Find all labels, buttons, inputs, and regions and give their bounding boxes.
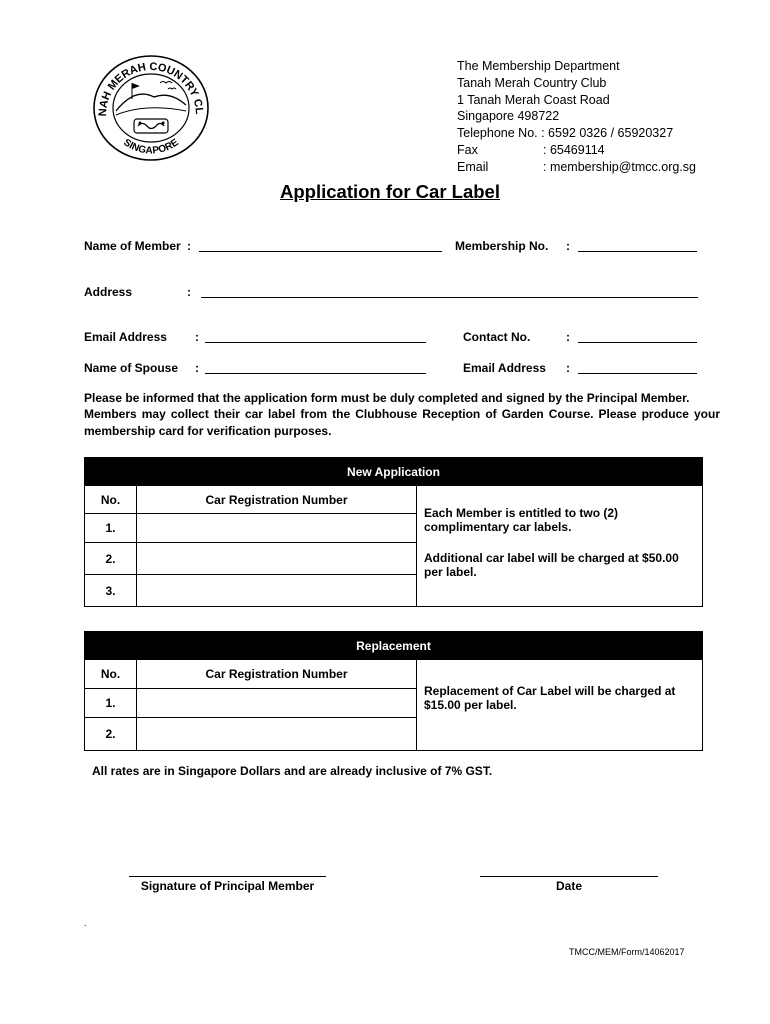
- membership-no-field[interactable]: [578, 251, 697, 252]
- form-number: TMCC/MEM/Form/14062017: [569, 947, 685, 957]
- address-block: [457, 58, 696, 176]
- signature-line[interactable]: [129, 876, 326, 877]
- gst-note: All rates are in Singapore Dollars and are already inclusive of 7% GST.: [92, 764, 493, 778]
- contact-no-label: Contact No.: [463, 330, 531, 344]
- notice-paragraph: [84, 390, 720, 439]
- name-of-spouse-label: Name of Spouse: [84, 361, 179, 375]
- email-label: Email: [457, 159, 489, 174]
- email-address-field[interactable]: [205, 342, 426, 343]
- col-reg-header: Car Registration Number: [137, 660, 417, 689]
- name-of-member-field[interactable]: [199, 251, 442, 252]
- fax-row: [457, 142, 696, 159]
- address-label: Address: [84, 285, 133, 299]
- address-line-3: 1 Tanah Merah Coast Road: [457, 92, 610, 107]
- replacement-registration-input-1[interactable]: [137, 689, 417, 718]
- colon: :: [566, 239, 570, 253]
- spouse-email-address-label: Email Address: [463, 361, 546, 375]
- notice-line-3: membership card for verification purposes.: [84, 423, 332, 438]
- page-title: Application for Car Label: [280, 181, 500, 202]
- address-field[interactable]: [201, 297, 698, 298]
- replacement-registration-input-2[interactable]: [137, 718, 417, 751]
- car-registration-input-2[interactable]: [137, 543, 417, 575]
- telephone: Telephone No. : 6592 0326 / 65920327: [457, 126, 674, 141]
- colon: :: [195, 361, 199, 375]
- fax-value: : 65469114: [543, 142, 605, 157]
- name-of-spouse-field[interactable]: [205, 373, 426, 374]
- info-replacement-charge: Replacement of Car Label will be charged at $15.00 per label.: [424, 684, 676, 712]
- car-registration-input-1[interactable]: [137, 514, 417, 543]
- svg-text:TANAH MERAH COUNTRY CLUB: [90, 53, 205, 117]
- notice-line-1: Please be informed that the application form must be duly completed and signed by the Principal Member.: [84, 391, 690, 405]
- row-number: 2.: [85, 543, 137, 575]
- col-no-header: No.: [85, 486, 137, 514]
- date-label: Date: [555, 879, 582, 893]
- colon: :: [566, 361, 570, 375]
- spouse-email-address-field[interactable]: [578, 373, 697, 374]
- club-logo: [90, 53, 212, 163]
- row-number: 3.: [85, 575, 137, 607]
- name-of-member-label: Name of Member: [84, 239, 181, 253]
- membership-no-label: Membership No.: [455, 239, 549, 253]
- date-line[interactable]: [480, 876, 658, 877]
- address-line-2: Tanah Merah Country Club: [457, 75, 607, 90]
- footer-dot: .: [84, 918, 87, 928]
- new-application-info: [417, 486, 703, 607]
- row-number: 2.: [85, 718, 137, 751]
- info-additional: Additional car label will be charged at $50.00 per label.: [424, 551, 679, 579]
- replacement-info: [417, 660, 703, 751]
- logo-text-bottom: SINGAPORE: [121, 137, 181, 157]
- email-row: [457, 159, 696, 176]
- new-application-header: New Application: [85, 458, 703, 486]
- row-number: 1.: [85, 689, 137, 718]
- signature-label: Signature of Principal Member: [140, 879, 315, 893]
- svg-text:SINGAPORE: [121, 137, 181, 157]
- contact-no-field[interactable]: [578, 342, 697, 343]
- colon: :: [566, 330, 570, 344]
- notice-line-2: Members may collect their car label from the Clubhouse Reception of Garden Course. Please produce your: [84, 407, 720, 422]
- email-address-label: Email Address: [84, 330, 167, 344]
- address-line-4: Singapore 498722: [457, 109, 560, 124]
- info-complimentary: Each Member is entitled to two (2) complimentary car labels.: [424, 506, 619, 534]
- colon: :: [195, 330, 199, 344]
- replacement-table: [84, 631, 703, 751]
- car-registration-input-3[interactable]: [137, 575, 417, 607]
- replacement-header: Replacement: [85, 632, 703, 660]
- fax-label: Fax: [457, 142, 478, 157]
- col-reg-header: Car Registration Number: [137, 486, 417, 514]
- colon: :: [187, 285, 191, 299]
- address-line-1: The Membership Department: [457, 59, 620, 73]
- col-no-header: No.: [85, 660, 137, 689]
- logo-text-top: NAH MERAH COUNTRY CL: [96, 60, 206, 117]
- email-value: : membership@tmcc.org.sg: [543, 159, 697, 174]
- new-application-table: [84, 457, 703, 607]
- row-number: 1.: [85, 514, 137, 543]
- colon: :: [187, 239, 191, 253]
